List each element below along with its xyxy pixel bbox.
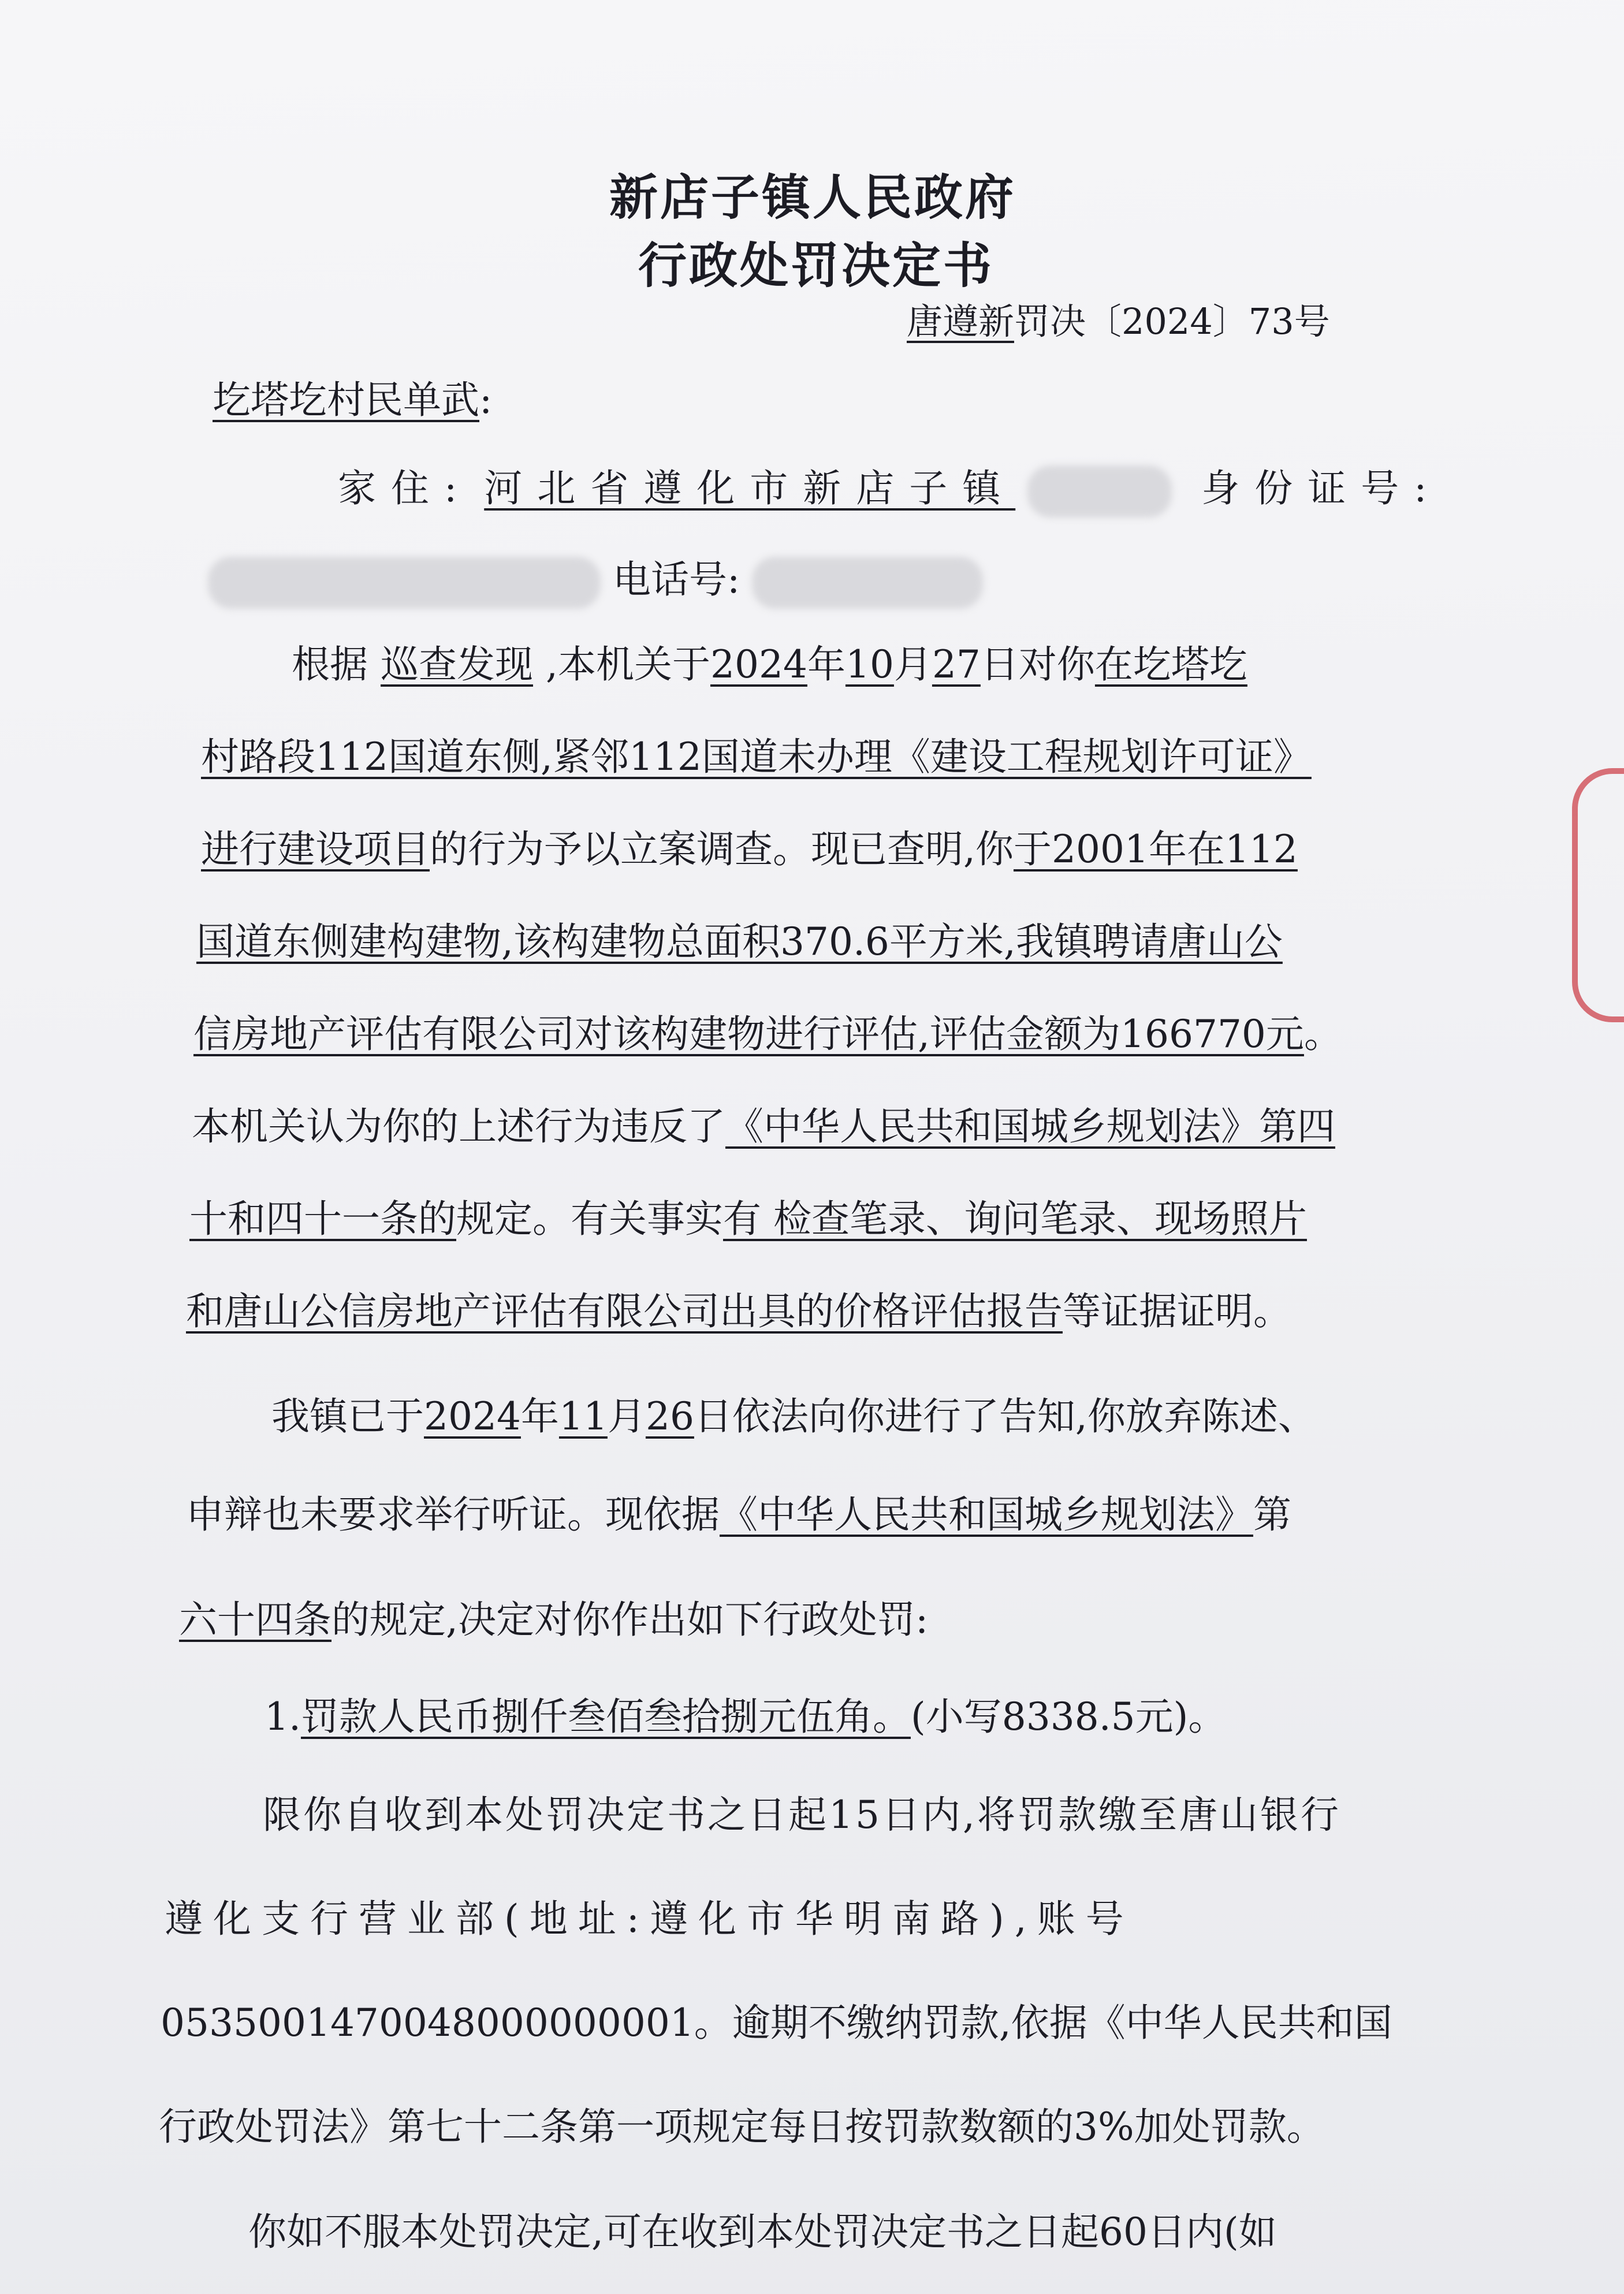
addressee: 圪塔圪村民单武: [213,378,493,422]
id-label: 身份证号: [1201,466,1442,511]
red-seal-stamp [1572,768,1624,1022]
phone-line [208,557,983,609]
p2-line1: 我镇已于2024年11月26日依法向你进行了告知,你放弃陈述、 [271,1394,1316,1439]
p3-line2: 遵化支行营业部(地址:遵化市华明南路),账号 [165,1897,1134,1941]
p1-line8: 和唐山公信房地产评估有限公司出具的价格评估报告等证据证明。 [186,1289,1291,1334]
p1-line5: 信房地产评估有限公司对该构建物进行评估,评估金额为166770元。 [193,1012,1342,1056]
penalty-item-1: 1.罚款人民币捌仟叁佰叁拾捌元伍角。(小写8338.5元)。 [265,1695,1227,1739]
home-address: 河北省遵化市新店子镇 [484,466,1016,511]
p1-line3: 进行建设项目的行为予以立案调查。现已查明,你于2001年在112 [201,827,1298,872]
p3-line4: 行政处罚法》第七十二条第一项规定每日按罚款数额的3%加处罚款。 [159,2105,1325,2149]
doc-title-line2: 行政处罚决定书 [638,237,994,294]
doc-number-prefix: 唐遵新 [907,300,1015,342]
p1-line1: 根据 巡查发现 ,本机关于2024年10月27日对你在圪塔圪 [292,642,1247,687]
home-label: 家住: [338,466,472,511]
p1-line2: 村路段112国道东侧,紧邻112国道未办理《建设工程规划许可证》 [201,735,1312,779]
home-line [338,465,1442,517]
p1-line4: 国道东侧建构建物,该构建物总面积370.6平方米,我镇聘请唐山公 [196,919,1283,964]
doc-number-rest: 罚决〔2024〕73号 [1014,300,1330,342]
p4-line1: 你如不服本处罚决定,可在收到本处罚决定书之日起60日内(如 [248,2210,1277,2254]
redacted-id-number [208,557,601,609]
redacted-phone [752,557,983,609]
addressee-name: 圪塔圪村民单武 [213,378,479,422]
p1-line7: 十和四十一条的规定。有关事实有 检查笔录、询问笔录、现场照片 [189,1197,1307,1241]
doc-title-line1: 新店子镇人民政府 [609,169,1016,226]
redacted-address [1027,465,1172,517]
doc-number [907,300,1330,342]
p3-line3: 0535001470048000000001。逾期不缴纳罚款,依据《中华人民共和国 [161,2001,1392,2045]
p2-line2: 申辩也未要求举行听证。现依据《中华人民共和国城乡规划法》第 [186,1492,1291,1537]
p2-line3: 六十四条的规定,决定对你作出如下行政处罚: [179,1597,929,1642]
phone-label: 电话号: [612,557,740,602]
p3-line1: 限你自收到本处罚决定书之日起15日内,将罚款缴至唐山银行 [263,1793,1341,1837]
p1-line6: 本机关认为你的上述行为违反了《中华人民共和国城乡规划法》第四 [192,1104,1335,1149]
